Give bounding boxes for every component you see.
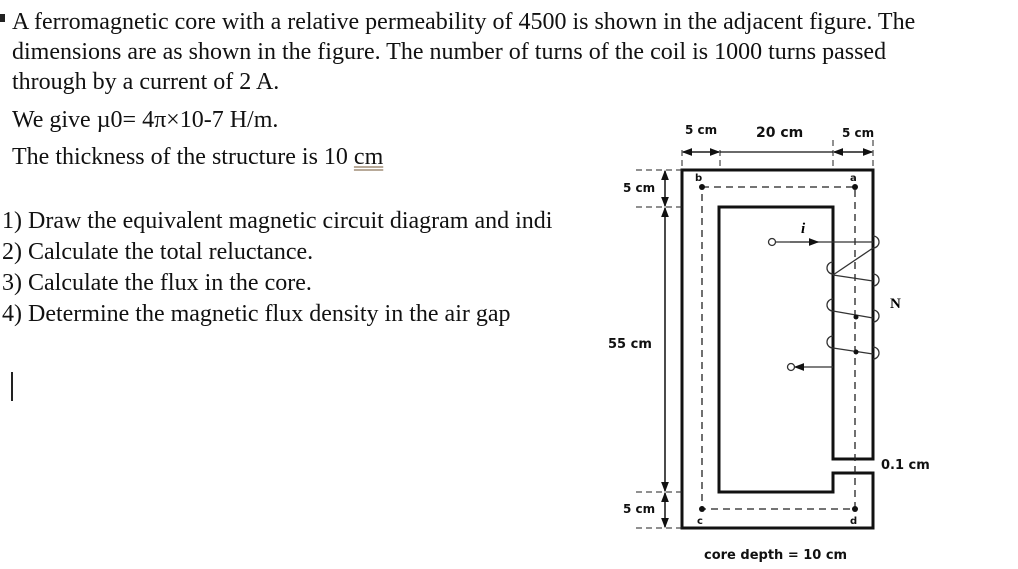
question-3: 3) Calculate the flux in the core. [2, 270, 312, 296]
dim-top-height: 5 cm [623, 181, 656, 195]
dim-bottom-height: 5 cm [623, 502, 656, 516]
point-c: c [697, 516, 703, 527]
question-2: 2) Calculate the total reluctance. [2, 239, 314, 265]
thickness-text: The thickness of the structure is 10 [12, 144, 354, 170]
problem-line-4: We give µ0= 4π×10-7 H/m. [12, 107, 279, 133]
problem-line-3: through by a current of 2 A. [12, 69, 280, 95]
dim-right-width: 5 cm [842, 126, 875, 140]
thickness-unit: cm [353, 144, 384, 170]
coil [769, 236, 880, 371]
core-outline [682, 170, 873, 528]
point-d: d [850, 516, 858, 527]
dim-left-width: 5 cm [685, 123, 718, 137]
question-1: 1) Draw the equivalent magnetic circuit diagram and indi [2, 208, 553, 234]
problem-line-1: A ferromagnetic core with a relative permeability of 4500 is shown in the adjacent figure. The [12, 9, 916, 35]
dim-window-width: 20 cm [756, 125, 804, 141]
problem-line-2: dimensions are as shown in the figure. The number of turns of the coil is 1000 turns passed [12, 39, 887, 65]
core-depth-label: core depth = 10 cm [704, 548, 848, 563]
point-a: a [850, 173, 857, 184]
dim-window-height: 55 cm [608, 337, 652, 352]
point-b: b [695, 173, 703, 184]
question-4: 4) Determine the magnetic flux density in the air gap [2, 301, 511, 327]
air-gap-label: 0.1 cm [881, 458, 930, 473]
turns-label: N [890, 296, 901, 312]
current-label: i [801, 221, 806, 237]
